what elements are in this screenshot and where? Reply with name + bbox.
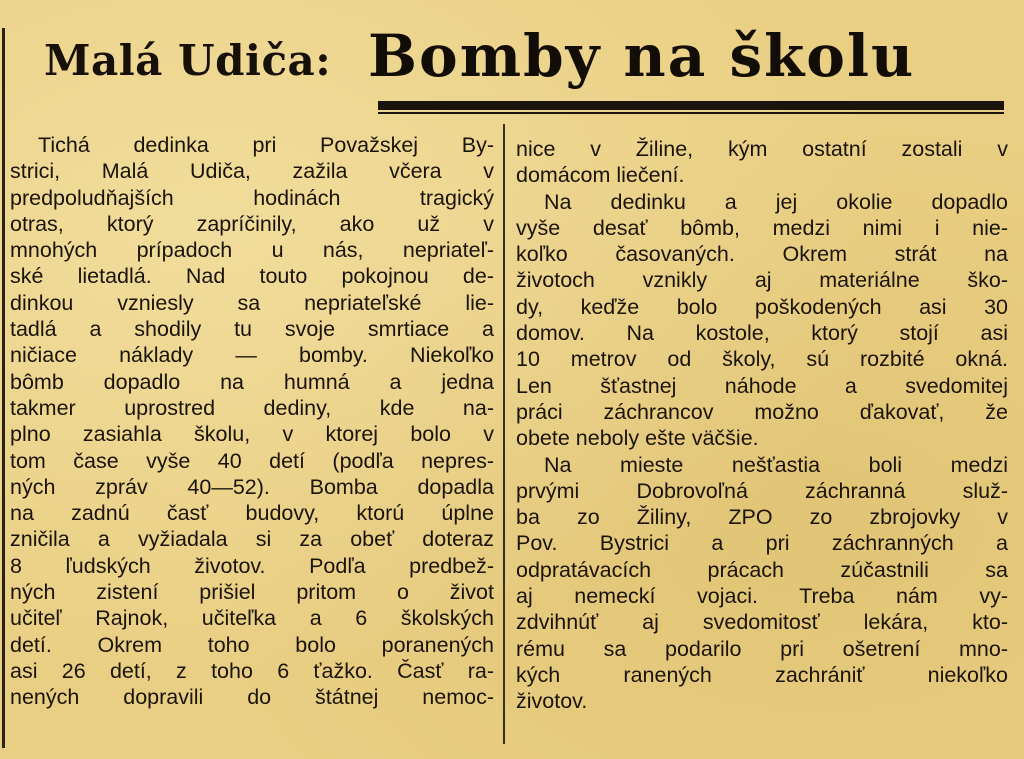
article-line: takmer uprostred dediny, kde na-: [10, 395, 494, 420]
article-line: práci záchrancov možno ďakovať, že: [516, 399, 1008, 424]
article-line: obete neboly ešte väčšie.: [516, 426, 759, 451]
article-line: domov. Na kostole, ktorý stojí asi: [516, 321, 1008, 346]
article-line: tom čase vyše 40 detí (podľa nepres-: [10, 448, 494, 473]
article-line: nených dopravili do štátnej nemoc-: [10, 685, 494, 710]
article-line: mnohých prípadoch u nás, nepriateľ-: [10, 238, 494, 263]
article-line: detí. Okrem toho bolo poranených: [10, 632, 494, 657]
article-line: kých ranených zachrániť niekoľko: [516, 662, 1008, 687]
article-line: ské lietadlá. Nad touto pokojnou de-: [10, 264, 494, 289]
article-line: ných zpráv 40—52). Bomba dopadla: [10, 474, 494, 499]
article-line: plno zasiahla školu, v ktorej bolo v: [10, 422, 494, 447]
article-line: domácom liečení.: [516, 163, 685, 188]
article-line: odpratávacích prácach zúčastnili sa: [516, 557, 1008, 582]
article-line: nice v Žiline, kým ostatní zostali v: [516, 137, 1008, 161]
article-line: rému sa podarilo pri ošetrení mno-: [516, 636, 1008, 661]
article-line: vyše desať bômb, medzi nimi i nie-: [516, 215, 1008, 240]
article-line: aj nemeckí vojaci. Treba nám vy-: [516, 584, 1008, 609]
article-line: bômb dopadlo na humná a jedna: [10, 369, 494, 394]
article-line: prvými Dobrovoľná záchranná služ-: [516, 478, 1008, 503]
headline-kicker: Malá Udiča:: [44, 36, 332, 85]
article-column-left: [10, 132, 494, 711]
article-line: Pov. Bystrici a pri záchranných a: [516, 531, 1008, 556]
article-line: na zadnú časť budovy, ktorú úplne: [10, 501, 494, 526]
article-line: dinkou vzniesly sa nepriateľské lie-: [10, 290, 494, 315]
article-line: ničiace náklady — bomby. Niekoľko: [10, 343, 494, 368]
column-divider: [503, 124, 505, 744]
article-line: zdvihnúť aj svedomitosť lekára, kto-: [516, 610, 1008, 635]
headline-underline-thin: [378, 112, 1004, 114]
headline: [40, 14, 1000, 100]
article-line: asi 26 detí, z toho 6 ťažko. Časť ra-: [10, 658, 494, 683]
article-line: predpoludňajších hodinách tragický: [10, 185, 494, 210]
article-line: ba zo Žiliny, ZPO zo zbrojovky v: [516, 505, 1008, 530]
article-line: dy, keďže bolo poškodených asi 30: [516, 294, 1008, 319]
article-line: Len šťastnej náhode a svedomitej: [516, 373, 1008, 398]
article-line: životoch vznikly aj materiálne ško-: [516, 268, 1008, 293]
article-line: zničila a vyžiadala si za obeť doteraz: [10, 527, 494, 552]
article-line: Na dedinku a jej okolie dopadlo: [544, 189, 1008, 214]
article-line: Na mieste nešťastia boli medzi: [544, 452, 1008, 477]
article-line: životov.: [516, 689, 588, 714]
article-line: učiteľ Rajnok, učiteľka a 6 školských: [10, 606, 494, 631]
article-line: 8 ľudských životov. Podľa predbež-: [10, 553, 494, 578]
article-line: tadlá a shodily tu svoje smrtiace a: [10, 317, 494, 342]
article-line: koľko časovaných. Okrem strát na: [516, 242, 1008, 267]
headline-underline-thick: [378, 101, 1004, 110]
article-line: otras, ktorý zapríčinily, ako už v: [10, 211, 494, 236]
article-line: 10 metrov od školy, sú rozbité okná.: [516, 347, 1008, 372]
left-edge-rule: [2, 28, 5, 748]
article-line: ných zistení prišiel pritom o život: [10, 580, 494, 605]
headline-title: Bomby na školu: [368, 22, 916, 90]
article-line: strici, Malá Udiča, zažila včera v: [10, 159, 494, 184]
article-column-right: [516, 136, 1008, 715]
article-line: Tichá dedinka pri Považskej By-: [38, 133, 494, 157]
